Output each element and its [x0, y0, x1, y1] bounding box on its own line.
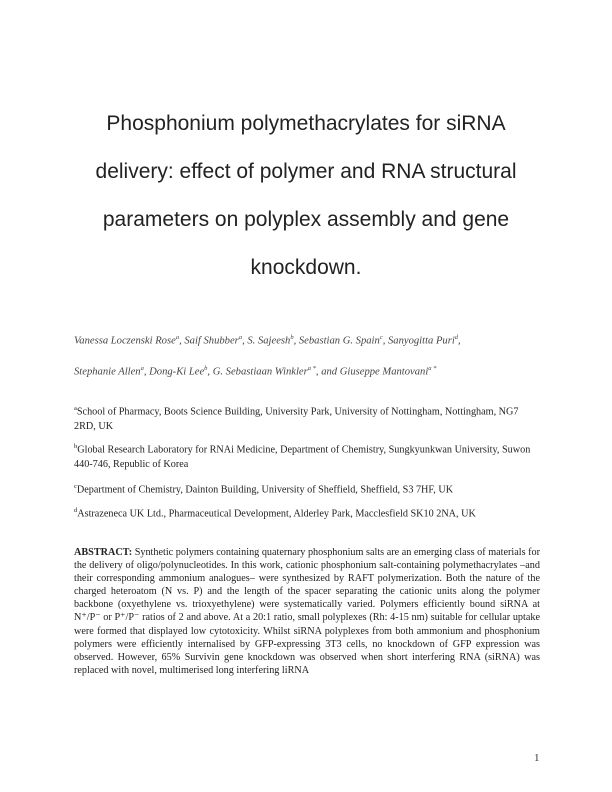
affiliation-mark: d: [74, 507, 78, 514]
author-affiliation-mark: a *: [307, 364, 316, 372]
author-name: Giuseppe Mantovani: [339, 366, 429, 378]
affiliation-mark: b: [74, 443, 78, 450]
affiliation: [74, 440, 534, 472]
affiliation-text: Department of Chemistry, Dainton Building, University of Sheffield, Sheffield, S3 7HF, UK: [76, 484, 454, 496]
affiliation: [74, 480, 534, 498]
affiliation: [74, 402, 534, 434]
author-affiliation-mark: d: [454, 334, 459, 341]
author-name: S. Sajeesh: [247, 335, 291, 347]
affiliation-text: School of Pharmacy, Boots Science Building, University Park, University of Nottingham, Nottingham, NG7 2RD, UK: [74, 406, 519, 432]
title-line: Phosphonium polymethacrylates for siRNA: [106, 112, 506, 135]
affiliation-text: Astrazeneca UK Ltd., Pharmaceutical Development, Alderley Park, Macclesfield SK10 2NA, UK: [77, 508, 476, 520]
author-name: G. Sebastiaan Winkler: [212, 366, 308, 378]
paper-title: [86, 100, 526, 292]
author-connector: and: [321, 366, 338, 378]
abstract: [74, 546, 540, 677]
abstract-text: Synthetic polymers containing quaternary phosphonium salts are an emerging class of materials for the delivery of oligo/polynucleotides. In this work, cationic phosphonium salt-containing polymethacrylates –and their corresponding ammonium analogues– were synthesized by RAFT polymerization. Both the nature of the charged heteroatom (N vs. P) and the length of the spacer separating the cationic units along the polymer backbone (oxyethylene vs. trioxyethylene) were systematically varied. Polymers efficiently bound siRNA at N⁺/P⁻ or P⁺/P⁻ ratios of 2 and above. At a 20:1 ratio, small polyplexes (Rh: 4-15 nm) suitable for cellular uptake were formed that displayed low cytotoxicity. Whilst siRNA polyplexes from both ammonium and phosphonium polymers were efficiently internalised by GFP-expressing 3T3 cells, no knockdown of GFP expression was observed. However, 65% Survivin gene knockdown was observed when short interfering RNA (siRNA) was replaced with novel, multimerised long interfering liRNA: [74, 547, 540, 676]
affiliation-mark: a: [74, 405, 77, 412]
author-affiliation-mark: b: [204, 364, 208, 372]
author-list: Vanessa Loczenski Rose$^a$, Saif Shubber$^a$, S. Sajeesh$^b$, Sebastian G. Spain$^c$, Sanyogitta Puri$^d$, Stephanie Allen$^a$, Dong-Ki Lee$^b$, G. Sebastiaan Winkler$^{a *}$, and Giuseppe Mantovani$^{a *}$: [74, 334, 461, 378]
author-name: Stephanie Allen: [74, 366, 141, 378]
title-line: delivery: effect of polymer and RNA structural: [95, 160, 517, 183]
author-name: Vanessa Loczenski Rose: [74, 335, 176, 347]
affiliation: [74, 504, 534, 522]
affiliation-mark: c: [74, 483, 77, 490]
author-affiliation-mark: a: [140, 364, 144, 372]
abstract-label: ABSTRACT:: [74, 547, 133, 558]
author-affiliation-mark: a: [175, 334, 180, 341]
author-affiliation-mark: b: [290, 334, 294, 341]
author-affiliation-mark: c: [379, 334, 383, 341]
author-name: Sebastian G. Spain: [298, 335, 380, 347]
title-line: parameters on polyplex assembly and gene: [102, 208, 510, 231]
author-affiliation-mark: a: [238, 334, 243, 341]
author-name: Dong-Ki Lee: [149, 366, 205, 378]
affiliation-text: Global Research Laboratory for RNAi Medicine, Department of Chemistry, Sungkyunkwan University, Suwon 440-746, Republic of Korea: [74, 444, 531, 470]
author-affiliation-mark: a *: [428, 364, 437, 372]
page-number: 1: [534, 752, 540, 764]
author-name: Sanyogitta Puri: [388, 335, 455, 347]
title-line: knockdown.: [250, 256, 362, 279]
author-name: Saif Shubber: [184, 335, 239, 347]
